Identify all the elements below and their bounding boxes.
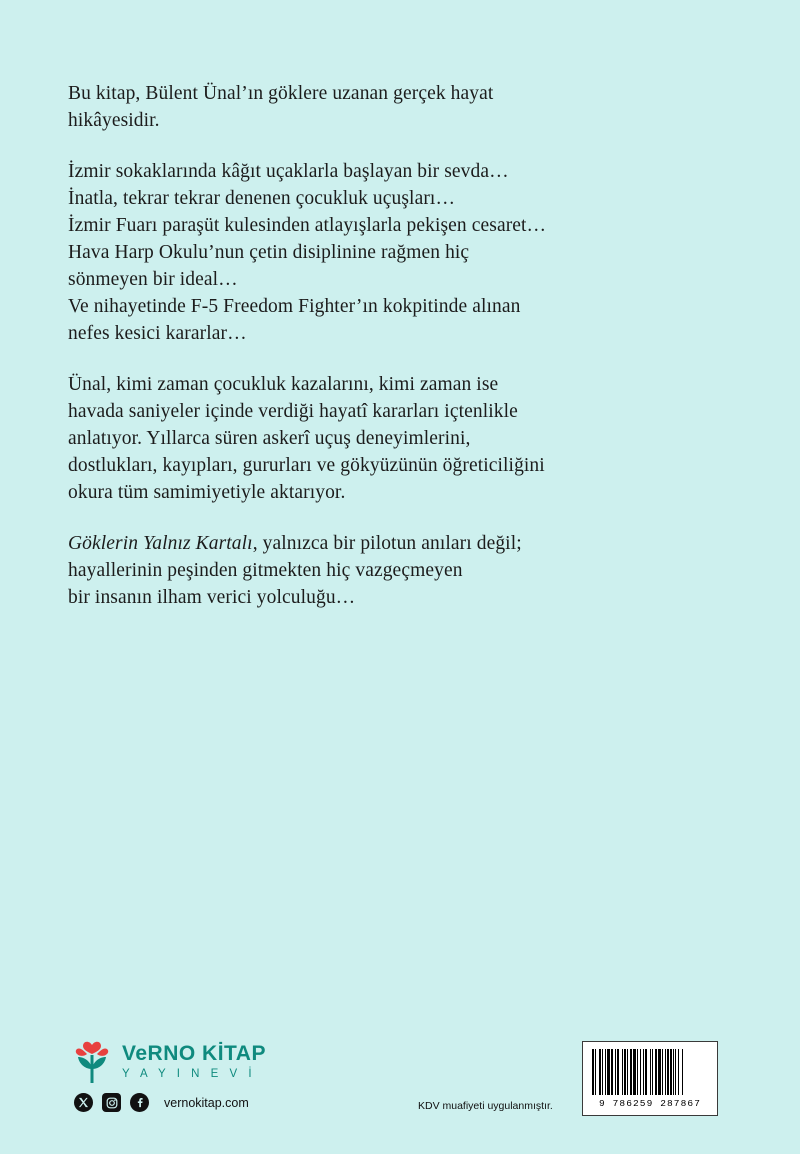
blurb-line: hayallerinin peşinden gitmekten hiç vazgeçmeyen bbox=[68, 560, 463, 581]
blurb-line: anlatıyor. Yıllarca süren askerî uçuş deneyimlerini, bbox=[68, 428, 471, 449]
social-links-row bbox=[74, 1093, 266, 1112]
barcode-digits: 9 786259 287867 bbox=[598, 1098, 701, 1109]
publisher-name-block bbox=[122, 1043, 266, 1081]
instagram-icon[interactable] bbox=[102, 1093, 121, 1112]
publisher-name: VeRNO KİTAP bbox=[122, 1042, 266, 1066]
paragraph-intro bbox=[68, 80, 668, 134]
blurb-line: Hava Harp Okulu’nun çetin disiplinine rağmen hiç bbox=[68, 242, 470, 263]
paragraph-narration bbox=[68, 371, 668, 506]
closing-tail: , yalnızca bir pilotun anıları değil; bbox=[252, 533, 522, 554]
publisher-logo-row bbox=[72, 1039, 266, 1085]
blurb-line: dostlukları, kayıpları, gururları ve gökyüzünün öğreticiliğini bbox=[68, 455, 545, 476]
publisher-subtitle: Y A Y I N E V İ bbox=[122, 1068, 256, 1081]
cover-footer bbox=[0, 964, 800, 1154]
blurb-line: nefes kesici kararlar… bbox=[68, 323, 247, 344]
blurb-line: havada saniyeler içinde verdiği hayatî kararları içtenlikle bbox=[68, 401, 518, 422]
tulip-logo-icon bbox=[72, 1039, 112, 1085]
paragraph-journey bbox=[68, 158, 668, 347]
blurb-text-block bbox=[68, 80, 668, 611]
blurb-line: İnatla, tekrar tekrar denenen çocukluk uçuşları… bbox=[68, 188, 456, 209]
facebook-icon[interactable] bbox=[130, 1093, 149, 1112]
paragraph-closing bbox=[68, 530, 668, 611]
blurb-line: Ve nihayetinde F-5 Freedom Fighter’ın kokpitinde alınan bbox=[68, 296, 521, 317]
blurb-line: Bu kitap, Bülent Ünal’ın göklere uzanan gerçek hayat bbox=[68, 83, 494, 104]
publisher-block bbox=[72, 1039, 266, 1112]
barcode-bars bbox=[592, 1049, 708, 1095]
blurb-line: İzmir sokaklarında kâğıt uçaklarla başlayan bir sevda… bbox=[68, 161, 509, 182]
x-twitter-icon[interactable] bbox=[74, 1093, 93, 1112]
closing-first-line bbox=[68, 530, 668, 557]
blurb-line: sönmeyen bir ideal… bbox=[68, 269, 238, 290]
isbn-barcode bbox=[582, 1041, 718, 1116]
blurb-line: bir insanın ilham verici yolculuğu… bbox=[68, 587, 356, 608]
website-url[interactable]: vernokitap.com bbox=[164, 1095, 249, 1110]
kdv-note: KDV muafiyeti uygulanmıştır. bbox=[418, 1100, 553, 1112]
blurb-line: Ünal, kimi zaman çocukluk kazalarını, kimi zaman ise bbox=[68, 374, 499, 395]
blurb-line: okura tüm samimiyetiyle aktarıyor. bbox=[68, 482, 346, 503]
blurb-line: hikâyesidir. bbox=[68, 110, 160, 131]
blurb-line: İzmir Fuarı paraşüt kulesinden atlayışlarla pekişen cesaret… bbox=[68, 215, 547, 236]
book-title-italic: Göklerin Yalnız Kartalı bbox=[68, 533, 253, 554]
